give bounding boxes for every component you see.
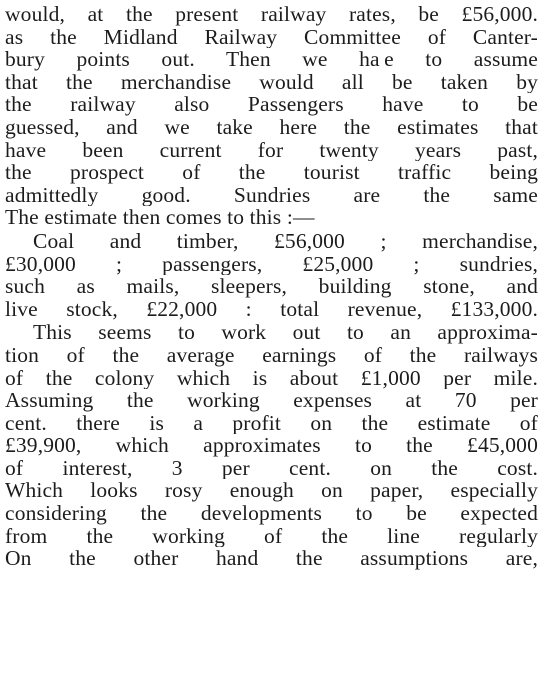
text-line: guessed, and we take here the estimates that bbox=[5, 115, 538, 139]
text-line: Which looks rosy enough on paper, especially bbox=[5, 479, 538, 503]
paragraph bbox=[5, 321, 538, 570]
text-line: have been current for twenty years past, bbox=[5, 138, 538, 162]
text-line: would, at the present railway rates, be £56,000. bbox=[5, 3, 538, 26]
text-line: £39,900, which approximates to the £45,000 bbox=[5, 434, 538, 457]
text-line: Assuming the working expenses at 70 per bbox=[5, 389, 538, 412]
text-line: live stock, £22,000 : total revenue, £133,000. bbox=[5, 297, 538, 321]
text-line: On the other hand the assumptions are, bbox=[5, 547, 538, 570]
text-line: cent. there is a profit on the estimate of bbox=[5, 411, 538, 435]
paragraph bbox=[5, 230, 538, 320]
text-line: of interest, 3 per cent. on the cost. bbox=[5, 456, 538, 480]
text-line: bury points out. Then we ha e to assume bbox=[5, 48, 538, 71]
text-line: the prospect of the tourist traffic being bbox=[5, 161, 538, 184]
text-line: tion of the average earnings of the railways bbox=[5, 343, 538, 367]
text-line: £30,000 ; passengers, £25,000 ; sundries, bbox=[5, 252, 538, 276]
text-line: of the colony which is about £1,000 per mile. bbox=[5, 366, 538, 390]
text-line: the railway also Passengers have to be bbox=[5, 93, 538, 116]
article-text bbox=[5, 3, 538, 570]
text-line: considering the developments to be expected bbox=[5, 502, 538, 525]
text-line: The estimate then comes to this :— bbox=[5, 206, 315, 229]
text-line: that the merchandise would all be taken by bbox=[5, 70, 538, 94]
text-line: from the working of the line regularly bbox=[5, 524, 538, 548]
text-line: such as mails, sleepers, building stone, and bbox=[5, 275, 538, 298]
text-line: Coal and timber, £56,000 ; merchandise, bbox=[33, 229, 538, 253]
text-line: as the Midland Railway Committee of Canter- bbox=[5, 25, 538, 49]
text-line: admittedly good. Sundries are the same bbox=[5, 183, 538, 207]
paragraph bbox=[5, 3, 538, 229]
text-line: This seems to work out to an approxima- bbox=[33, 321, 538, 344]
